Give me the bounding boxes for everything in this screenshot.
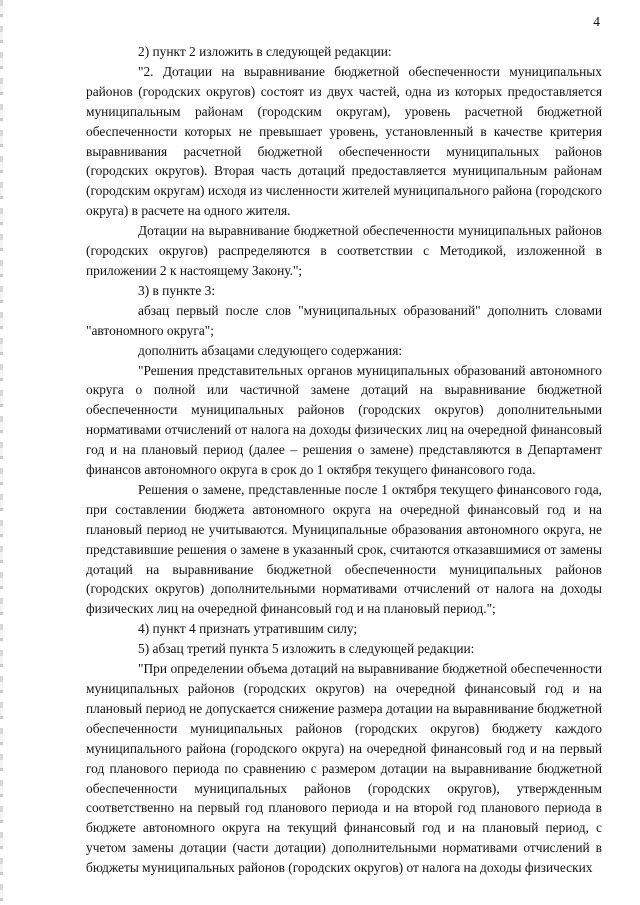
paragraph-quoted-decisions-deadline: Решения о замене, представленные после 1 октября текущего финансового года, при составлении бюджета автономного округа на очередной финансовый год и на плановый период не учитываются. Муниципальные образования автономного округа, не представившие решения о замене в указанный срок, считаются отказавшимися от замены дотаций на выравнивание бюджетной обеспеченности муниципальных районов (городских округов) дополнительными нормативами отчислений от налога на доходы физических лиц на очередной финансовый год и на плановый период."; — [86, 481, 602, 617]
paragraph-item-3-add: дополнить абзацами следующего содержания: — [138, 342, 403, 358]
document-body — [86, 42, 602, 878]
page-number: 4 — [593, 14, 600, 29]
paragraph-quoted-decisions: "Решения представительных органов муниципальных образований автономного округа о полной или частичной замене дотаций на выравнивание бюджетной обеспеченности муниципальных районов (городских округов) дополнительными нормативами отчислений от налога на доходы физических лиц на очередной финансовый год и на плановый период (далее – решения о замене) представляются в Департамент финансов автономного округа в срок до 1 октября текущего финансового года. — [86, 362, 602, 478]
paragraph-item-5-heading: 5) абзац третий пункта 5 изложить в следующей редакции: — [138, 641, 475, 657]
paragraph-item-4: 4) пункт 4 признать утратившим силу; — [138, 621, 358, 637]
paragraph-item-3-heading: 3) в пункте 3: — [138, 282, 216, 298]
paragraph-quoted-item-2-part-1: "2. Дотации на выравнивание бюджетной обеспеченности муниципальных районов (городских округов) состоят из двух частей, одна из которых предоставляется муниципальным районам (городским округам), уровень расчетной бюджетной обеспеченности которых не превышает уровень, установленный в качестве критерия выравнивания расчетной бюджетной обеспеченности муниципальных районов (городских округов). Вторая часть дотаций предоставляется муниципальным районам (городским округам) исходя из численности жителей муниципального района (городского округа) в расчете на одного жителя. — [86, 63, 602, 219]
paragraph-quoted-item-2-part-2: Дотации на выравнивание бюджетной обеспеченности муниципальных районов (городских округов) распределяются в соответствии с Методикой, изложенной в приложении 2 к настоящему Закону."; — [86, 223, 602, 278]
paragraph-item-3-first-abzac: абзац первый после слов "муниципальных образований" дополнить словами "автономного округа"; — [86, 302, 602, 338]
paragraph-quoted-item-5: "При определении объема дотаций на выравнивание бюджетной обеспеченности муниципальных районов (городских округов) на очередной финансовый год и на плановый период не допускается снижение размера дотации на выравнивание бюджетной обеспеченности муниципальных районов (городских округов) бюджету каждого муниципального района (городского округа) на очередной финансовый год и на первый год планового периода по сравнению с размером дотации на выравнивание бюджетной обеспеченности муниципальных районов (городских округов), утвержденным соответственно на первый год планового периода и на второй год планового периода в бюджете автономного округа на текущий финансовый год и на плановый период, с учетом замены дотации (части дотации) дополнительными нормативами отчислений в бюджеты муниципальных районов (городских округов) от налога на доходы физических — [86, 661, 602, 876]
scan-edge-shadow — [0, 0, 3, 905]
paragraph-item-2-heading: 2) пункт 2 изложить в следующей редакции: — [138, 44, 392, 59]
